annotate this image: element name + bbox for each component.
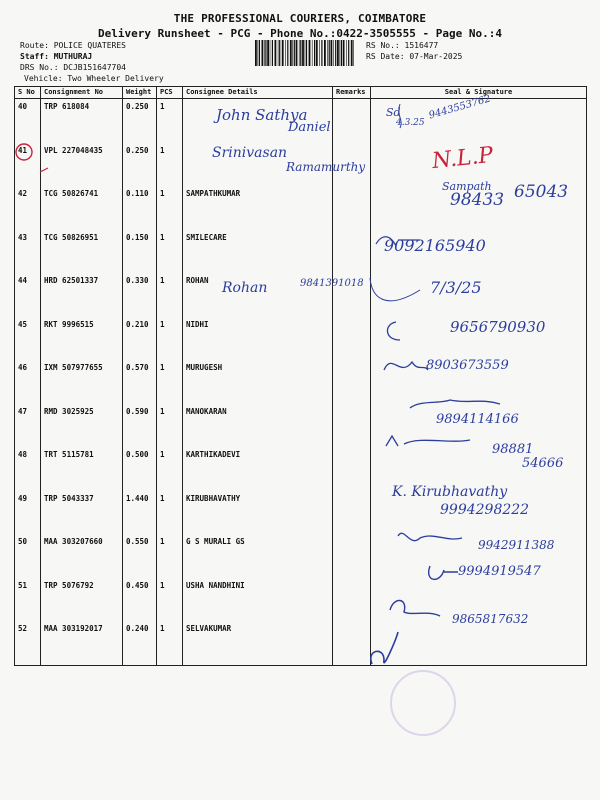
handwritten-phone: 9942911388 [478, 538, 555, 552]
row-consignee: KARTHIKADEVI [183, 447, 333, 491]
row-pcs: 1 [157, 143, 183, 187]
barcode-bar [300, 40, 301, 66]
col-header-remarks: Remarks [333, 87, 371, 99]
handwritten-phone: 9894114166 [436, 412, 519, 427]
barcode-bar [319, 40, 320, 66]
barcode-bar [294, 40, 295, 66]
handwritten-name: K. Kirubhavathy [392, 484, 508, 500]
row-weight: 0.330 [123, 273, 157, 317]
row-pcs: 1 [157, 99, 183, 143]
barcode-bar [272, 40, 273, 66]
row-consignment-no: IXM 507977655 [41, 360, 123, 404]
barcode-bar [282, 40, 284, 66]
row-weight: 0.450 [123, 578, 157, 622]
row-seal-signature [371, 621, 587, 665]
row-consignee: SELVAKUMAR [183, 621, 333, 665]
barcode-bar [346, 40, 347, 66]
barcode-bar [299, 40, 300, 66]
barcode-bar [316, 40, 318, 66]
barcode-bar [327, 40, 328, 66]
row-weight: 0.150 [123, 230, 157, 274]
table-row [15, 230, 587, 274]
row-consignee: MANOKARAN [183, 404, 333, 448]
barcode-bar [351, 40, 353, 66]
vehicle-label: Vehicle: Two Wheeler Delivery [24, 74, 164, 83]
row-consignee: NIDHI [183, 317, 333, 361]
row-weight: 0.570 [123, 360, 157, 404]
handwritten-phone: 9994919547 [458, 564, 541, 579]
row-remarks [333, 404, 371, 448]
row-sno: 50 [15, 534, 41, 578]
faded-stamp [390, 670, 456, 736]
barcode-bar [337, 40, 339, 66]
row-consignee: USHA NANDHINI [183, 578, 333, 622]
handwritten-date: 4.3.25 [396, 118, 425, 128]
barcode-bar [353, 40, 354, 66]
barcode-bar [264, 40, 265, 66]
handwritten-phone: 9994298222 [440, 502, 530, 518]
row-sno: 42 [15, 186, 41, 230]
row-consignment-no: TCG 50826951 [41, 230, 123, 274]
barcode-bar [262, 40, 264, 66]
row-sno: 51 [15, 578, 41, 622]
row-consignment-no: MAA 303192017 [41, 621, 123, 665]
barcode-bar [259, 40, 260, 66]
barcode [255, 40, 355, 66]
row-consignee: ROHAN [183, 273, 333, 317]
row-weight: 1.440 [123, 491, 157, 535]
row-sno: 47 [15, 404, 41, 448]
row-sno: 52 [15, 621, 41, 665]
handwritten-date: 7/3/25 [430, 278, 482, 297]
row-remarks [333, 578, 371, 622]
handwritten-phone: 9656790930 [450, 318, 546, 336]
col-header-consignee: Consignee Details [183, 87, 333, 99]
handwritten-phone: 8903673559 [426, 358, 509, 373]
row-remarks [333, 534, 371, 578]
drs-number: DRS No.: DCJB151647704 [20, 63, 126, 72]
route-label: Route: POLICE QUATERES [20, 41, 126, 50]
row-pcs: 1 [157, 534, 183, 578]
barcode-bar [329, 40, 330, 66]
row-sno: 46 [15, 360, 41, 404]
barcode-bar [341, 40, 342, 66]
handwritten-phone: 54666 [522, 456, 564, 471]
row-sno: 48 [15, 447, 41, 491]
table-header-row [15, 87, 587, 99]
col-header-consignment: Consignment No [41, 87, 123, 99]
handwritten-nlp-mark: N.L.P [430, 142, 495, 175]
runsheet-title: Delivery Runsheet - PCG - Phone No.:0422-3505555 - Page No.:4 [98, 27, 502, 40]
handwritten-name: Srinivasan [212, 145, 288, 161]
row-consignment-no: VPL 227048435 [41, 143, 123, 187]
row-pcs: 1 [157, 186, 183, 230]
barcode-bar [324, 40, 326, 66]
barcode-bar [321, 40, 322, 66]
barcode-bar [312, 40, 313, 66]
row-sno: 43 [15, 230, 41, 274]
row-pcs: 1 [157, 578, 183, 622]
handwritten-signature: Sampath [442, 180, 492, 193]
handwritten-phone: 9443553762 [427, 93, 492, 122]
row-pcs: 1 [157, 360, 183, 404]
barcode-bar [331, 40, 333, 66]
handwritten-phone: 9092165940 [384, 236, 486, 255]
row-sno: 41 [15, 143, 41, 187]
barcode-bar [290, 40, 292, 66]
company-title: THE PROFESSIONAL COURIERS, COIMBATORE [173, 12, 427, 25]
barcode-bar [333, 40, 334, 66]
row-consignment-no: HRD 62501337 [41, 273, 123, 317]
row-weight: 0.550 [123, 534, 157, 578]
barcode-bar [296, 40, 298, 66]
handwritten-phone: 9865817632 [452, 612, 529, 626]
barcode-bar [267, 40, 269, 66]
row-remarks [333, 317, 371, 361]
row-sno: 40 [15, 99, 41, 143]
row-remarks [333, 447, 371, 491]
row-pcs: 1 [157, 317, 183, 361]
row-weight: 0.590 [123, 404, 157, 448]
barcode-bar [314, 40, 315, 66]
col-header-pcs: PCS [157, 87, 183, 99]
rs-date: RS Date: 07-Mar-2025 [366, 52, 463, 61]
row-consignment-no: TRP 5043337 [41, 491, 123, 535]
barcode-bar [278, 40, 279, 66]
row-sno: 44 [15, 273, 41, 317]
col-header-signature: Seal & Signature [371, 87, 587, 99]
barcode-bar [340, 40, 341, 66]
col-header-sno: S No [15, 87, 41, 99]
barcode-bar [305, 40, 306, 66]
row-pcs: 1 [157, 491, 183, 535]
row-consignment-no: TRP 618084 [41, 99, 123, 143]
row-remarks [333, 621, 371, 665]
handwritten-phone: 65043 [514, 182, 569, 202]
row-remarks [333, 99, 371, 143]
handwritten-name: Rohan [222, 280, 268, 296]
staff-label: Staff: MUTHURAJ [20, 52, 93, 61]
row-consignee: KIRUBHAVATHY [183, 491, 333, 535]
row-remarks [333, 360, 371, 404]
row-consignee: G S MURALI GS [183, 534, 333, 578]
row-consignment-no: RKT 9996515 [41, 317, 123, 361]
row-consignee: SAMPATHKUMAR [183, 186, 333, 230]
row-consignment-no: MAA 303207660 [41, 534, 123, 578]
row-consignment-no: TRP 5076792 [41, 578, 123, 622]
handwritten-name: Daniel [288, 120, 331, 135]
row-sno: 49 [15, 491, 41, 535]
row-consignment-no: RMD 3025925 [41, 404, 123, 448]
row-weight: 0.250 [123, 99, 157, 143]
row-remarks [333, 186, 371, 230]
table-row [15, 621, 587, 665]
barcode-bar [343, 40, 345, 66]
barcode-bar [270, 40, 271, 66]
handwritten-signature: Sd [386, 106, 401, 119]
row-sno: 45 [15, 317, 41, 361]
row-consignment-no: TRT 5115781 [41, 447, 123, 491]
rs-number: RS No.: 1516477 [366, 41, 439, 50]
barcode-bar [335, 40, 336, 66]
barcode-bar [302, 40, 304, 66]
row-remarks [333, 491, 371, 535]
row-weight: 0.240 [123, 621, 157, 665]
row-weight: 0.250 [123, 143, 157, 187]
handwritten-name: John Sathya [216, 106, 308, 124]
row-pcs: 1 [157, 404, 183, 448]
row-pcs: 1 [157, 621, 183, 665]
barcode-bar [255, 40, 257, 66]
row-remarks [333, 230, 371, 274]
col-header-weight: Weight [123, 87, 157, 99]
handwritten-phone: 98433 [450, 190, 505, 210]
row-pcs: 1 [157, 447, 183, 491]
barcode-bar [279, 40, 280, 66]
row-consignee: SMILECARE [183, 230, 333, 274]
barcode-bar [258, 40, 259, 66]
barcode-bar [265, 40, 266, 66]
row-weight: 0.500 [123, 447, 157, 491]
row-pcs: 1 [157, 273, 183, 317]
barcode-bar [285, 40, 286, 66]
barcode-bar [287, 40, 288, 66]
handwritten-phone: 98881 [492, 442, 534, 457]
barcode-bar [348, 40, 349, 66]
barcode-bar [306, 40, 307, 66]
barcode-bar [309, 40, 311, 66]
row-weight: 0.210 [123, 317, 157, 361]
row-pcs: 1 [157, 230, 183, 274]
row-consignee: MURUGESH [183, 360, 333, 404]
barcode-bar [275, 40, 277, 66]
row-weight: 0.110 [123, 186, 157, 230]
handwritten-phone: 9841391018 [300, 278, 364, 289]
barcode-bar [292, 40, 293, 66]
handwritten-name: Ramamurthy [286, 160, 366, 174]
row-consignment-no: TCG 50826741 [41, 186, 123, 230]
